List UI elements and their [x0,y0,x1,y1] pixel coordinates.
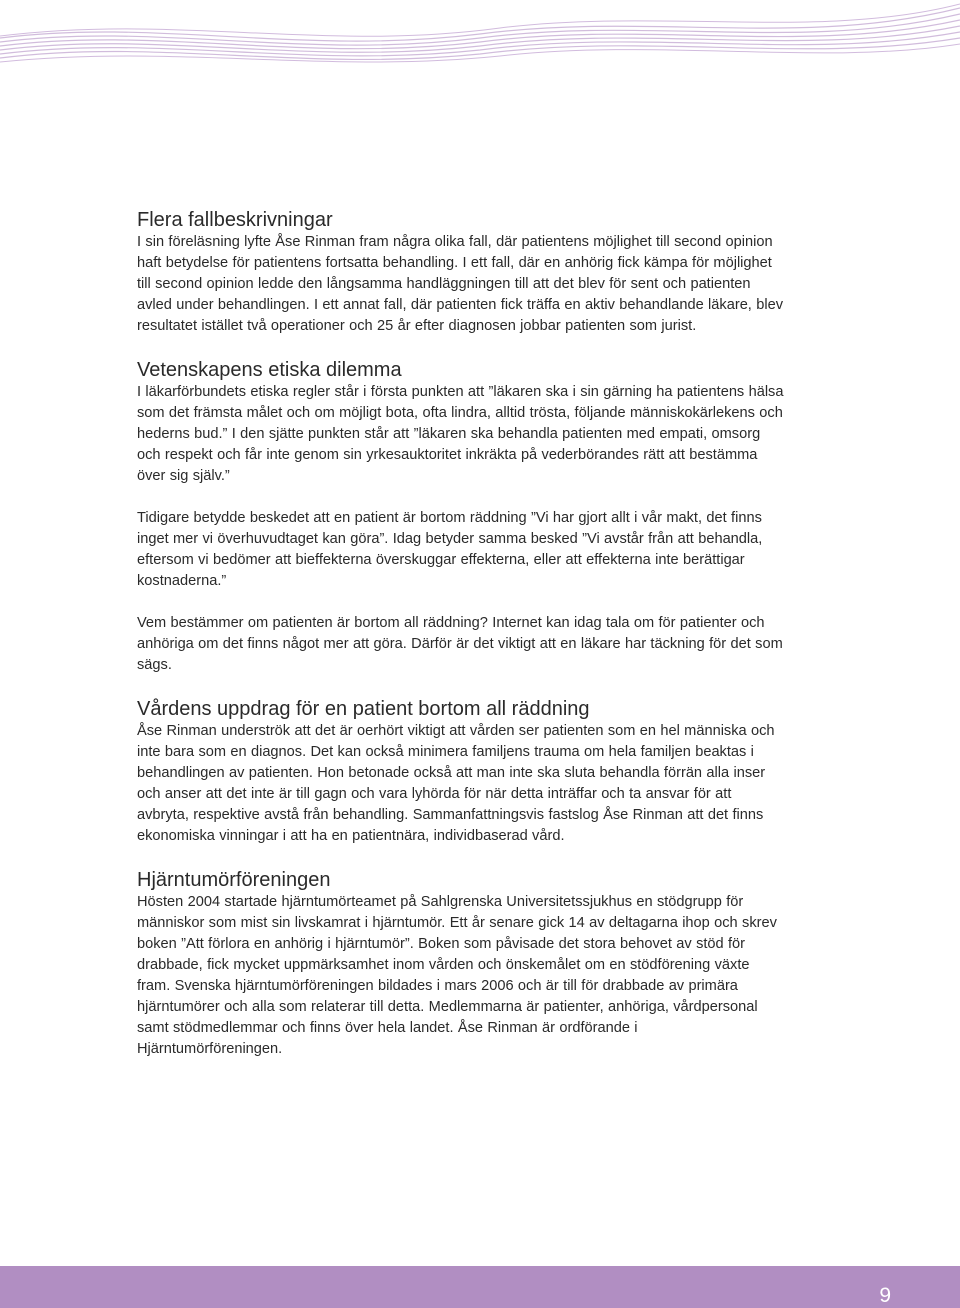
section-paragraph: Tidigare betydde beskedet att en patient är bortom räddning ”Vi har gjort allt i vår makt, det finns inget mer vi överhuvudtaget kan göra”. Idag betyder samma besked ”Vi avstår från att behandla, eftersom vi bedömer att bieffekterna överskuggar effekterna, eller att effekterna inte berättigar kostnaderna.” [137,510,763,589]
section-paragraph: Åse Rinman underströk att det är oerhört viktigt att vården ser patienten som en hel människa och inte bara som en diagnos. Det kan också minimera familjens trauma om hela familjen beaktas i behandlingen av patienten. Hon betonade också att man inte ska sluta behandla förrän alla inser och anser att det inte är till gagn och vara lyhörda för när detta inträffar och ta ansvar för att avbryta, respektive avstå från behandling. Sammanfattningsvis fastslog Åse Rinman att det finns ekonomiska vinningar i att ha en patientnära, individbaserad vård. [137,723,775,844]
section-hjarntumorforeningen [137,868,787,1060]
section-paragraph: I läkarförbundets etiska regler står i första punkten att ”läkaren ska i sin gärning ha patientens hälsa som det främsta målet och om möjligt bota, ofta lindra, alltid trösta, följande människokärlekens och hederns bud.” I den sjätte punkten står att ”läkaren ska behandla patienten med empati, omsorg och respekt och får inte genom sin yrkesauktoritet inkräkta på vederbörandes rätt att bestämma över sig själv.” [137,384,784,484]
section-heading: Vårdens uppdrag för en patient bortom all räddning [137,698,590,720]
section-heading: Hjärntumörföreningen [137,869,331,891]
decorative-swoosh-header [0,0,960,80]
section-paragraph: Hösten 2004 startade hjärntumörteamet på Sahlgrenska Universitetssjukhus en stödgrupp för människor som mist sin livskamrat i hjärntumör. Ett år senare gick 14 av deltagarna ihop och skrev boken ”Att förlora en anhörig i hjärntumör”. Boken som påvisade det stora behovet av stöd för drabbade, fick mycket uppmärksamhet inom vården och önskemålet om en stödförening växte fram. Svenska hjärntumörföreningen bildades i mars 2006 och är till för drabbade av primära hjärntumörer och alla som relaterar till detta. Medlemmarna är patienter, anhöriga, vårdpersonal samt stödmedlemmar och finns över hela landet. Åse Rinman är ordförande i Hjärntumörföreningen. [137,894,777,1057]
section-heading: Flera fallbeskrivningar [137,209,333,231]
article-content [137,208,787,1060]
section-paragraph: I sin föreläsning lyfte Åse Rinman fram några olika fall, där patientens möjlighet till second opinion haft betydelse för patientens fortsatta behandling. I ett fall, där en anhörig fick kämpa för möjlighet till second opinion ledde den långsamma handläggningen till att det blev för sent och patienten avled under behandlingen. I ett annat fall, där patienten fick träffa en aktiv behandlande läkare, blev resultatet istället två operationer och 25 år efter diagnosen jobbar patienten som jurist. [137,234,783,334]
section-vetenskapens-etiska-dilemma [137,358,787,676]
section-heading: Vetenskapens etiska dilemma [137,359,402,381]
section-flera-fallbeskrivningar [137,208,787,337]
page-number: 9 [879,1284,891,1307]
section-vardens-uppdrag [137,697,787,847]
footer-band [0,1266,960,1308]
section-paragraph: Vem bestämmer om patienten är bortom all räddning? Internet kan idag tala om för patienter och anhöriga om det finns något mer att göra. Därför är det viktigt att en läkare har täckning för det som sägs. [137,615,783,673]
